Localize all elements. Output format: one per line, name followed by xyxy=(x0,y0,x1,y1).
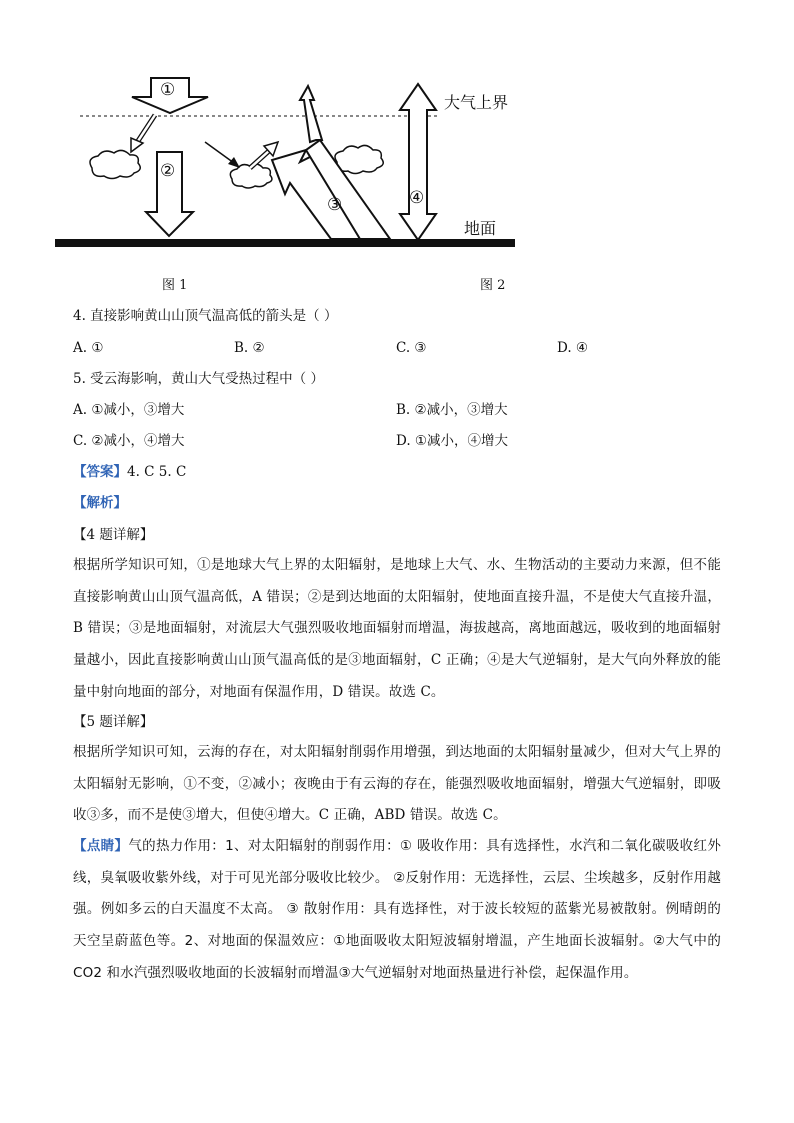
answer-tag: 【答案】 xyxy=(73,464,127,480)
tip-text: 气的热力作用：1、对太阳辐射的削弱作用：① 吸收作用：具有选择性，水汽和二氧化碳吸收红外线，臭氧吸收紫外线，对于可见光部分吸收比较少。 ②反射作用：无选择性，云层、尘埃越多，反射作用越强。例如多云的白天温度不太高。 ③ 散射作用：具有选择性，对于波长较短的蓝紫光易被散射。例晴朗的天空呈蔚蓝色等。2、对地面的保温效应：①地面吸收太阳短波辐射增温，产生地面长波辐射。②大气中的 CO2 和水汽强烈吸收地面的长波辐射而增温③大气逆辐射对地面热量进行补偿，起保温作用。 xyxy=(73,838,721,981)
q5-option-b: B. ②减小，③增大 xyxy=(396,402,508,418)
q5-option-d: D. ①减小，④增大 xyxy=(396,433,509,449)
detail-5-text: 根据所学知识可知，云海的存在，对太阳辐射削弱作用增强，到达地面的太阳辐射量减少，但对大气上界的太阳辐射无影响，①不变，②减小；夜晚由于有云海的存在，能强烈吸收地面辐射，增强大气逆辐射，即吸收③多，而不是使③增大，但使④增大。C 正确，ABD 错误。故选 C。 xyxy=(73,744,721,824)
cloud-right xyxy=(335,145,383,173)
q5-option-a: A. ①减小，③增大 xyxy=(73,402,185,418)
arrow-1-label: ① xyxy=(160,80,176,100)
arrow-4-label: ④ xyxy=(409,188,425,208)
incoming-to-cloud-arrow xyxy=(205,142,234,163)
q5-option-c: C. ②减小，④增大 xyxy=(73,433,185,449)
tip-tag: 【点睛】 xyxy=(73,838,129,854)
arrow-3-escape xyxy=(300,86,322,142)
arrow-4 xyxy=(400,84,436,240)
detail-4-text: 根据所学知识可知，①是地球大气上界的太阳辐射，是地球上大气、水、生物活动的主要动力来源，但不能直接影响黄山山顶气温高低，A 错误；②是到达地面的太阳辐射，使地面直接升温，不是使大气直接升温，B 错误；③是地面辐射，对流层大气强烈吸收地面辐射而增温，海拔越高，离地面越远，吸收到的地面辐射量越小，因此直接影响黄山山顶气温高低的是③地面辐射，C 正确；④是大气逆辐射，是大气向外释放的能量中射向地面的部分，对地面有保温作用，D 错误。故选 C。 xyxy=(73,557,721,700)
q4-option-d: D. ④ xyxy=(557,340,589,356)
analysis-tag: 【解析】 xyxy=(73,495,127,511)
cloud-left xyxy=(90,150,140,178)
detail-4-heading: 【4 题详解】 xyxy=(73,527,154,543)
q4-option-a: A. ① xyxy=(73,340,104,356)
arrow-2-label: ② xyxy=(160,161,176,181)
tip-paragraph xyxy=(73,831,721,990)
arrow-3-label: ③ xyxy=(327,195,343,215)
ground-line xyxy=(55,239,515,247)
figure-1-caption: 图 1 xyxy=(162,278,188,293)
atmosphere-heating-diagram xyxy=(0,0,794,300)
detail-5-heading: 【5 题详解】 xyxy=(73,714,154,730)
question-4-stem: 4. 直接影响黄山山顶气温高低的箭头是（ ） xyxy=(73,308,338,324)
atmosphere-top-label: 大气上界 xyxy=(444,93,509,112)
answer-text: 4. C 5. C xyxy=(127,464,187,480)
answer-line xyxy=(73,463,186,481)
figure-2-caption: 图 2 xyxy=(480,278,506,293)
ground-label: 地面 xyxy=(464,219,497,238)
q4-option-b: B. ② xyxy=(234,340,265,356)
question-5-stem: 5. 受云海影响，黄山大气受热过程中（ ） xyxy=(73,371,324,387)
q4-option-c: C. ③ xyxy=(396,340,427,356)
